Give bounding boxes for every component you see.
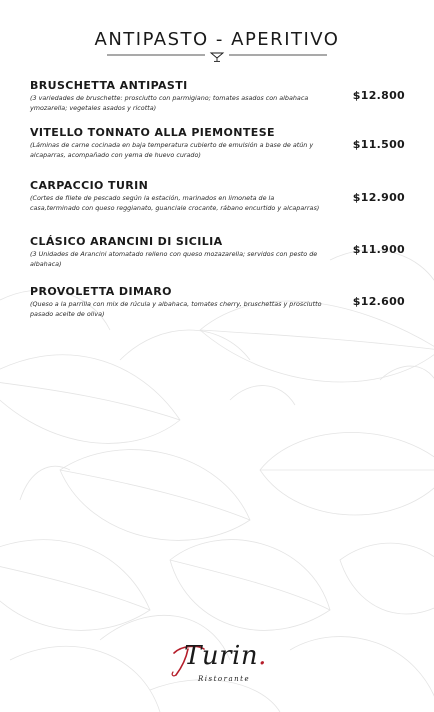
item-description: (Láminas de carne cocinada en baja temperatura cubierto de emulsión a base de atún y alcaparras, acompañado con yema de huevo curado) [30,141,314,159]
item-name: PROVOLETTA DIMARO [30,285,172,298]
logo-subtitle: Ristorante [198,675,251,683]
item-price: $11.900 [352,243,405,256]
logo-dot: . [258,641,267,671]
item-description: (Queso a la parrilla con mix de rúcula y albahaca, tomates cherry, bruschettas y prosciutto pasado aceite de oliva) [30,300,322,318]
menu-item [30,79,410,126]
item-description: (Cortes de filete de pescado según la estación, marinados en limoneta de la casa,terminado con queso reggianato, guanciale crocante, rábano encurtido y alcaparras) [30,194,320,212]
restaurant-logo [168,641,268,689]
menu-item [30,235,410,285]
logo-wordmark [184,641,267,671]
item-description: (3 variedades de bruschette: prosciutto con parmigiano; tomates asados con albahaca ymozarella; vegetales asados y ricotta) [30,94,309,112]
item-name: BRUSCHETTA ANTIPASTI [30,79,188,92]
menu-item [30,179,410,235]
page-title: ANTIPASTO - APERITIVO [94,29,340,50]
menu-item [30,285,410,325]
item-name: CLÁSICO ARANCINI DI SICILIA [30,235,223,248]
item-price: $12.600 [352,295,405,308]
item-price: $11.500 [352,138,405,151]
item-description: (3 Unidades de Arancini atomatado relleno con queso mozazarella; servidos con pesto de albahaca) [30,250,318,268]
item-price: $12.900 [352,191,405,204]
item-name: VITELLO TONNATO ALLA PIEMONTESE [30,126,275,139]
item-price: $12.800 [352,89,405,102]
menu-item [30,126,410,179]
logo-word-text: Turin [184,641,259,671]
wine-glass-divider-icon [107,52,327,62]
item-name: CARPACCIO TURIN [30,179,149,192]
menu-items-list [30,79,410,325]
